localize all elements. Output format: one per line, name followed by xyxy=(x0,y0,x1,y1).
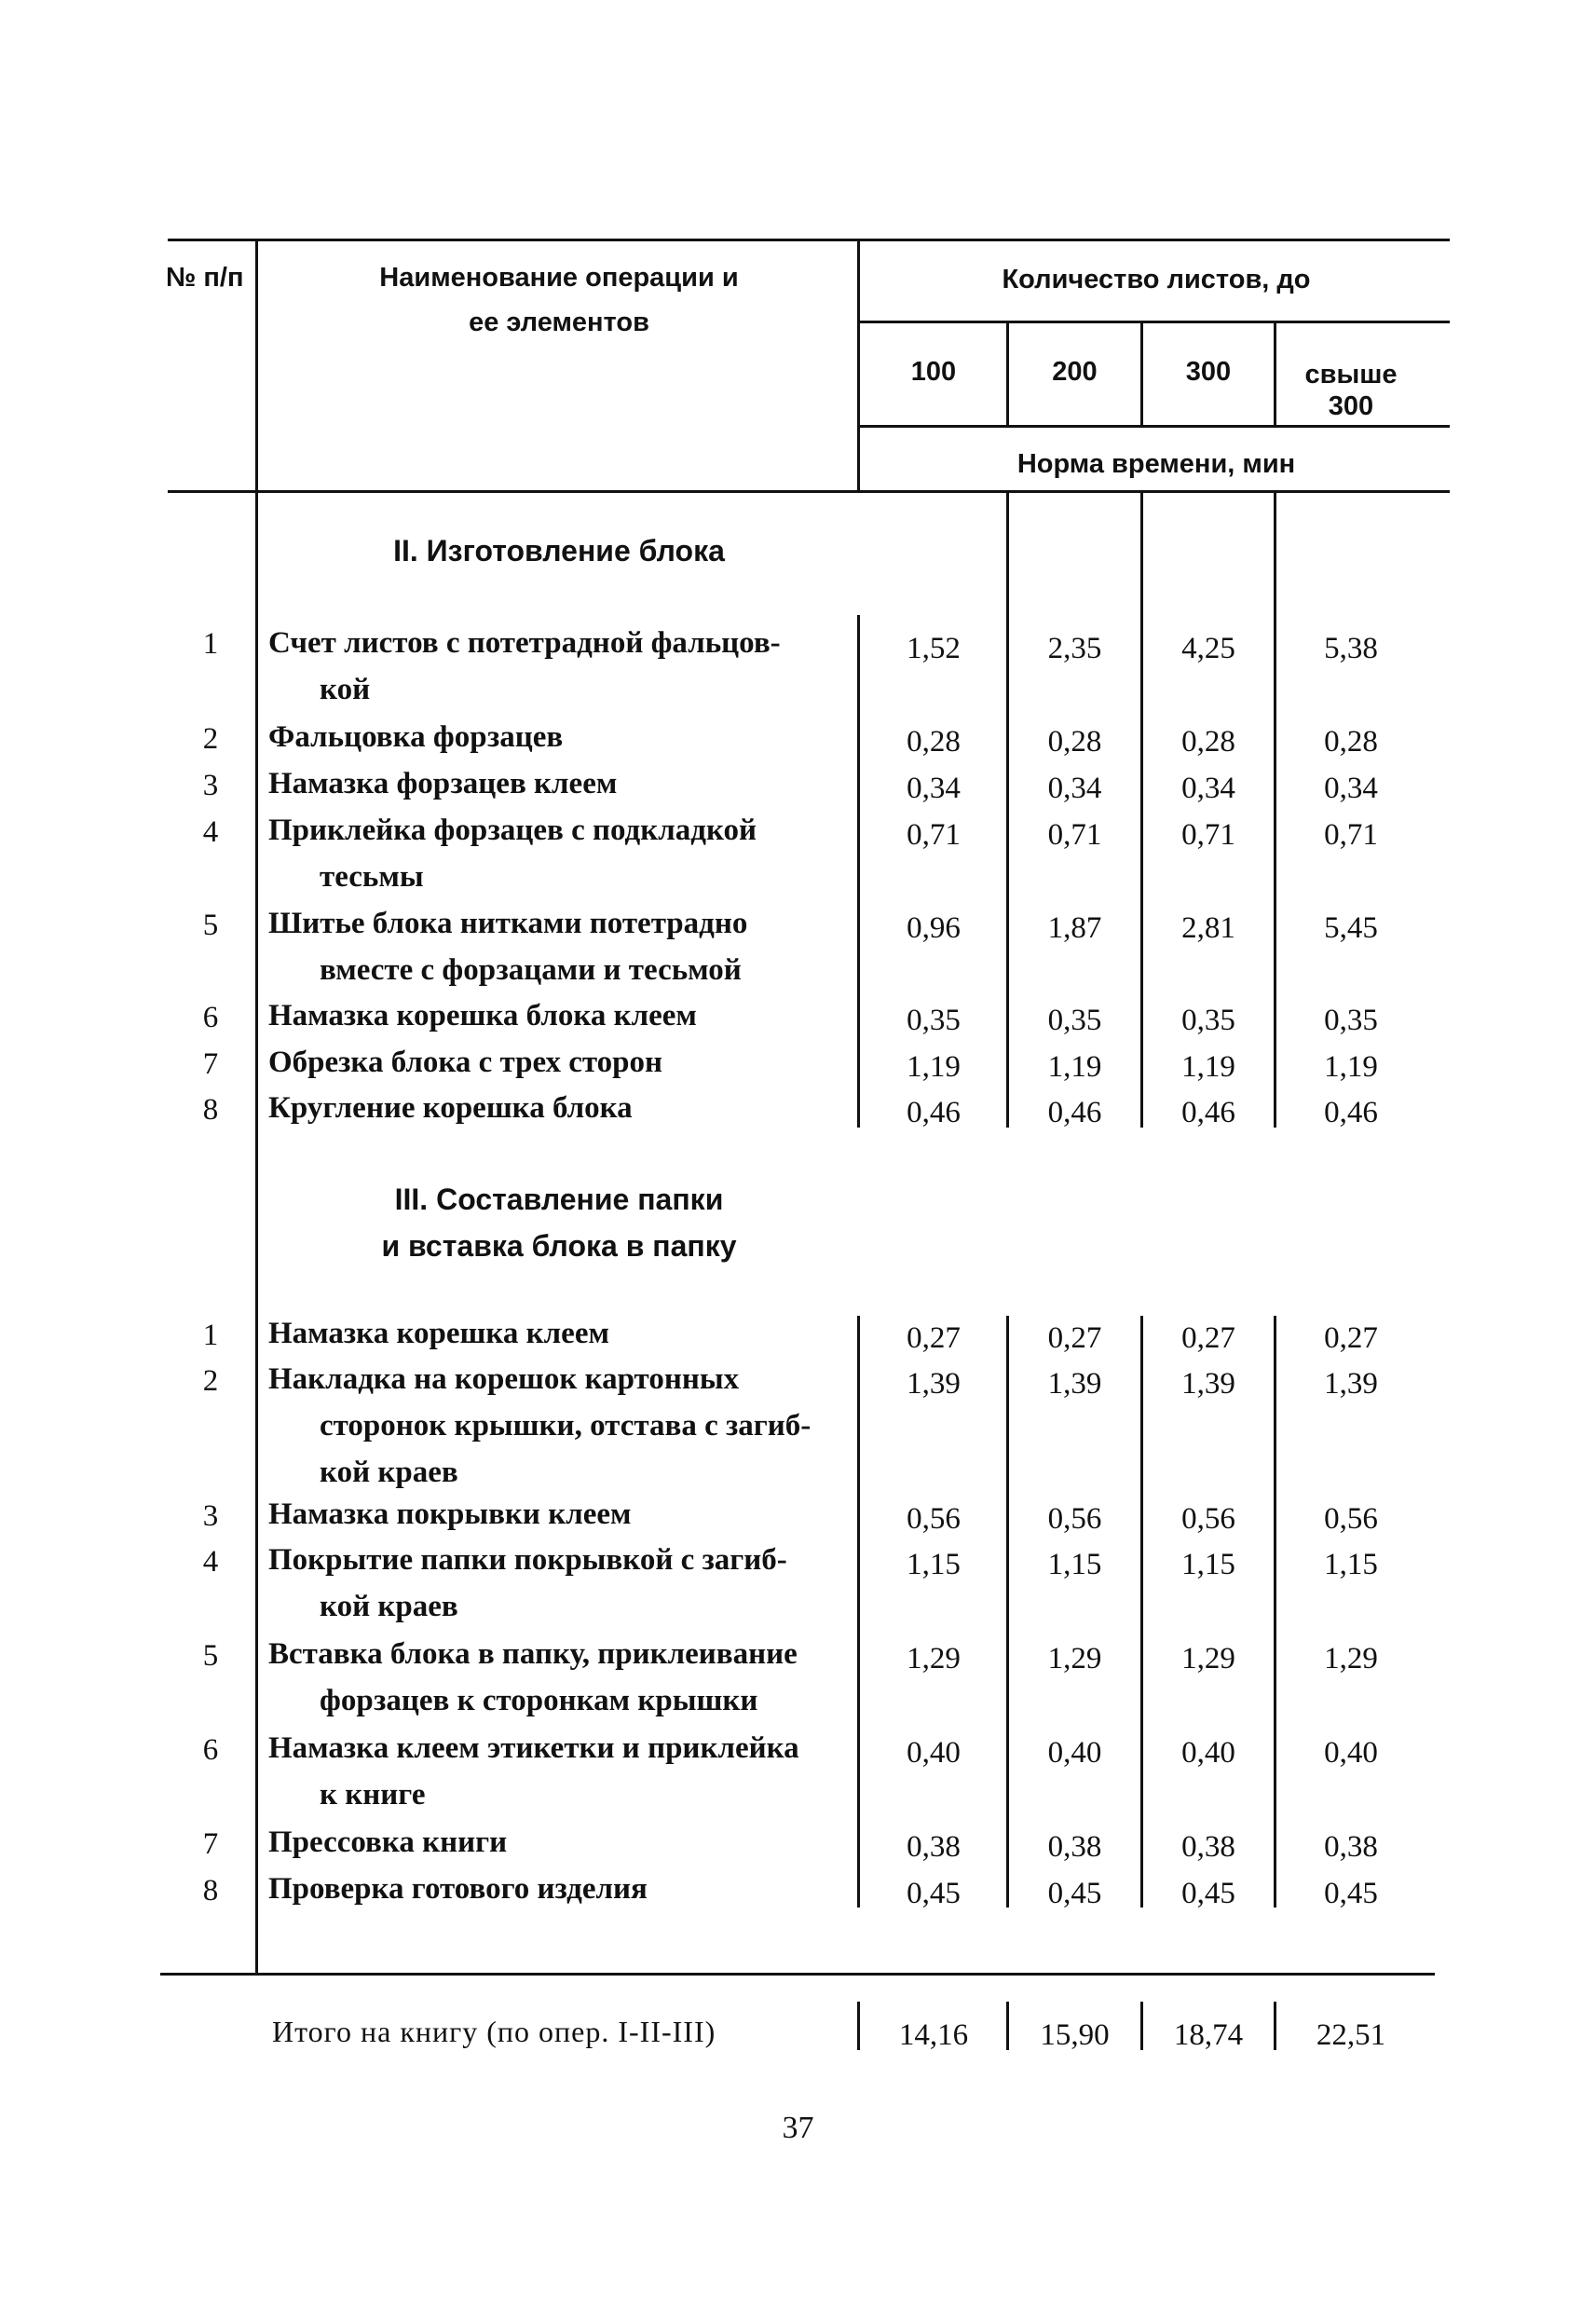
row-number: 2 xyxy=(202,1364,219,1398)
value-100: 0,28 xyxy=(907,725,961,759)
operation-line: Проверка готового изделия xyxy=(268,1872,648,1906)
value-100: 1,29 xyxy=(907,1642,961,1675)
total-value-100: 14,16 xyxy=(898,2018,969,2052)
operation-line: Кругление корешка блока xyxy=(268,1091,633,1125)
operation-name xyxy=(268,620,865,713)
value-100: 0,46 xyxy=(907,1096,961,1129)
rule-v-300-s3 xyxy=(1140,1316,1143,1908)
rule-v-name-header xyxy=(857,239,860,492)
rule-header-bottom xyxy=(168,490,1450,493)
value-100: 1,15 xyxy=(907,1548,961,1581)
value-300: 1,29 xyxy=(1181,1642,1235,1675)
value-over-300: 0,28 xyxy=(1324,725,1378,759)
rule-v-over-s2 xyxy=(1274,490,1276,1128)
operation-line: Намазка покрывки клеем xyxy=(268,1497,632,1531)
operation-line: форзацев к сторонкам крышки xyxy=(320,1684,758,1717)
value-over-300: 0,40 xyxy=(1324,1736,1378,1770)
value-100: 0,45 xyxy=(907,1877,961,1910)
value-200: 0,34 xyxy=(1047,772,1102,805)
value-100: 1,52 xyxy=(907,632,961,665)
rule-v-name-total xyxy=(857,2002,860,2050)
value-200: 1,39 xyxy=(1047,1367,1102,1401)
value-200: 0,71 xyxy=(1047,818,1102,852)
header-norm: Норма времени, мин xyxy=(1016,449,1296,479)
row-number: 7 xyxy=(202,1827,219,1861)
value-300: 0,40 xyxy=(1181,1736,1235,1770)
rule-top xyxy=(168,239,1450,241)
value-300: 0,46 xyxy=(1181,1096,1235,1129)
value-over-300: 0,38 xyxy=(1324,1830,1378,1864)
operation-name xyxy=(268,760,865,807)
value-100: 0,56 xyxy=(907,1502,961,1536)
operation-line: к книге xyxy=(320,1778,426,1812)
value-100: 0,34 xyxy=(907,772,961,805)
section-title-line: и вставка блока в папку xyxy=(381,1229,737,1263)
value-200: 1,19 xyxy=(1047,1050,1102,1084)
row-number: 1 xyxy=(202,1319,219,1352)
row-number: 8 xyxy=(202,1874,219,1908)
value-over-300: 5,45 xyxy=(1324,911,1378,945)
value-300: 0,38 xyxy=(1181,1830,1235,1864)
operation-line: сторонок крышки, отстава с загиб- xyxy=(320,1409,812,1443)
row-number: 7 xyxy=(202,1047,219,1081)
total-value-200: 15,90 xyxy=(1040,2018,1110,2052)
row-number: 3 xyxy=(202,1499,219,1533)
operation-line: Намазка клеем этикетки и приклейка xyxy=(268,1731,799,1765)
value-300: 4,25 xyxy=(1181,632,1235,665)
header-qty-200: 200 xyxy=(1052,357,1098,387)
operation-line: Обрезка блока с трех сторон xyxy=(268,1046,663,1079)
value-over-300: 5,38 xyxy=(1324,632,1378,665)
value-over-300: 1,19 xyxy=(1324,1050,1378,1084)
value-300: 1,15 xyxy=(1181,1548,1235,1581)
operation-line: кой xyxy=(320,673,371,706)
header-qty-300: 300 xyxy=(1185,357,1232,387)
value-300: 0,34 xyxy=(1181,772,1235,805)
row-number: 6 xyxy=(202,1001,219,1034)
value-200: 0,38 xyxy=(1047,1830,1102,1864)
operation-name xyxy=(268,900,865,993)
operation-line: Шитье блока нитками потетрадно xyxy=(268,907,748,940)
operation-name xyxy=(268,992,865,1039)
value-100: 1,39 xyxy=(907,1367,961,1401)
section-title-line: III. Составление папки xyxy=(394,1183,724,1216)
value-over-300: 0,34 xyxy=(1324,772,1378,805)
value-300: 0,27 xyxy=(1181,1321,1235,1355)
operation-name xyxy=(268,1725,865,1818)
value-200: 1,87 xyxy=(1047,911,1102,945)
row-number: 5 xyxy=(202,909,219,942)
value-100: 0,35 xyxy=(907,1004,961,1037)
header-col-name-line1: Наименование операции и xyxy=(379,263,739,293)
operation-line: кой краев xyxy=(320,1456,458,1489)
value-over-300: 0,46 xyxy=(1324,1096,1378,1129)
value-over-300: 1,39 xyxy=(1324,1367,1378,1401)
operation-name xyxy=(268,807,865,900)
value-100: 0,40 xyxy=(907,1736,961,1770)
row-number: 4 xyxy=(202,815,219,849)
row-number: 6 xyxy=(202,1733,219,1767)
header-col-num: № п/п xyxy=(166,263,244,293)
operation-name xyxy=(268,1866,865,1912)
section-title xyxy=(261,1176,857,1269)
row-number: 5 xyxy=(202,1639,219,1673)
row-number: 3 xyxy=(202,769,219,802)
operation-line: Прессовка книги xyxy=(268,1826,508,1859)
value-200: 0,46 xyxy=(1047,1096,1102,1129)
header-qty-over-300: свыше 300 xyxy=(1304,360,1398,421)
row-number: 4 xyxy=(202,1545,219,1579)
operation-name xyxy=(268,1631,865,1724)
operation-line: кой краев xyxy=(320,1590,458,1623)
operation-line: Счет листов с потетрадной фальцов- xyxy=(268,626,781,660)
value-200: 0,56 xyxy=(1047,1502,1102,1536)
value-over-300: 0,71 xyxy=(1324,818,1378,852)
header-qty-100: 100 xyxy=(910,357,957,387)
operation-line: Намазка корешка блока клеем xyxy=(268,999,697,1032)
value-100: 0,71 xyxy=(907,818,961,852)
value-200: 1,29 xyxy=(1047,1642,1102,1675)
value-200: 0,28 xyxy=(1047,725,1102,759)
operation-name xyxy=(268,1537,865,1630)
value-over-300: 0,56 xyxy=(1324,1502,1378,1536)
operation-line: Приклейка форзацев с подкладкой xyxy=(268,814,757,847)
operation-name xyxy=(268,1039,865,1086)
operation-line: Накладка на корешок картонных xyxy=(268,1362,740,1396)
value-200: 2,35 xyxy=(1047,632,1102,665)
total-value-300: 18,74 xyxy=(1173,2018,1244,2052)
value-300: 0,71 xyxy=(1181,818,1235,852)
value-300: 0,45 xyxy=(1181,1877,1235,1910)
rule-qty-sub xyxy=(859,321,1450,323)
rule-v-over-header xyxy=(1274,321,1276,427)
total-label: Итого на книгу (по опер. I-II-III) xyxy=(272,2015,716,2048)
rule-v-over-s3 xyxy=(1274,1316,1276,1908)
rule-norm xyxy=(859,425,1450,428)
value-200: 0,35 xyxy=(1047,1004,1102,1037)
operation-line: тесьмы xyxy=(320,860,424,894)
operation-name xyxy=(268,1491,865,1538)
value-100: 0,38 xyxy=(907,1830,961,1864)
value-over-300: 0,27 xyxy=(1324,1321,1378,1355)
value-300: 1,39 xyxy=(1181,1367,1235,1401)
operation-line: вместе с форзацами и тесьмой xyxy=(320,953,742,987)
value-over-300: 1,29 xyxy=(1324,1642,1378,1675)
value-100: 0,96 xyxy=(907,911,961,945)
operation-name xyxy=(268,1085,865,1131)
operation-line: Фальцовка форзацев xyxy=(268,720,564,754)
header-col-name-line2: ее элементов xyxy=(469,308,649,337)
value-100: 0,27 xyxy=(907,1321,961,1355)
row-number: 8 xyxy=(202,1093,219,1127)
value-300: 0,56 xyxy=(1181,1502,1235,1536)
value-300: 2,81 xyxy=(1181,911,1235,945)
operation-line: Вставка блока в папку, приклеивание xyxy=(268,1637,798,1671)
value-200: 1,15 xyxy=(1047,1548,1102,1581)
header-col-qty: Количество листов, до xyxy=(1002,265,1311,294)
value-200: 0,27 xyxy=(1047,1321,1102,1355)
value-200: 0,40 xyxy=(1047,1736,1102,1770)
rule-v-num xyxy=(255,239,258,1975)
operation-name xyxy=(268,1356,865,1496)
value-over-300: 1,15 xyxy=(1324,1548,1378,1581)
operation-name xyxy=(268,1310,865,1357)
value-300: 1,19 xyxy=(1181,1050,1235,1084)
total-value-over-300: 22,51 xyxy=(1316,2018,1386,2052)
value-300: 0,28 xyxy=(1181,725,1235,759)
rule-v-200-s3 xyxy=(1006,1316,1009,1908)
row-number: 1 xyxy=(202,627,219,661)
value-over-300: 0,35 xyxy=(1324,1004,1378,1037)
operation-name xyxy=(268,714,865,760)
operation-name xyxy=(268,1819,865,1866)
value-100: 1,19 xyxy=(907,1050,961,1084)
page-number: 37 xyxy=(782,2111,814,2145)
value-over-300: 0,45 xyxy=(1324,1877,1378,1910)
operation-line: Покрытие папки покрывкой с загиб- xyxy=(268,1543,787,1577)
value-300: 0,35 xyxy=(1181,1004,1235,1037)
rule-v-over-total xyxy=(1274,2002,1276,2050)
row-number: 2 xyxy=(202,722,219,756)
section-title: II. Изготовление блока xyxy=(393,534,725,567)
operation-line: Намазка форзацев клеем xyxy=(268,767,618,800)
rule-table-bottom xyxy=(160,1973,1435,1976)
value-200: 0,45 xyxy=(1047,1877,1102,1910)
operation-line: Намазка корешка клеем xyxy=(268,1317,609,1350)
